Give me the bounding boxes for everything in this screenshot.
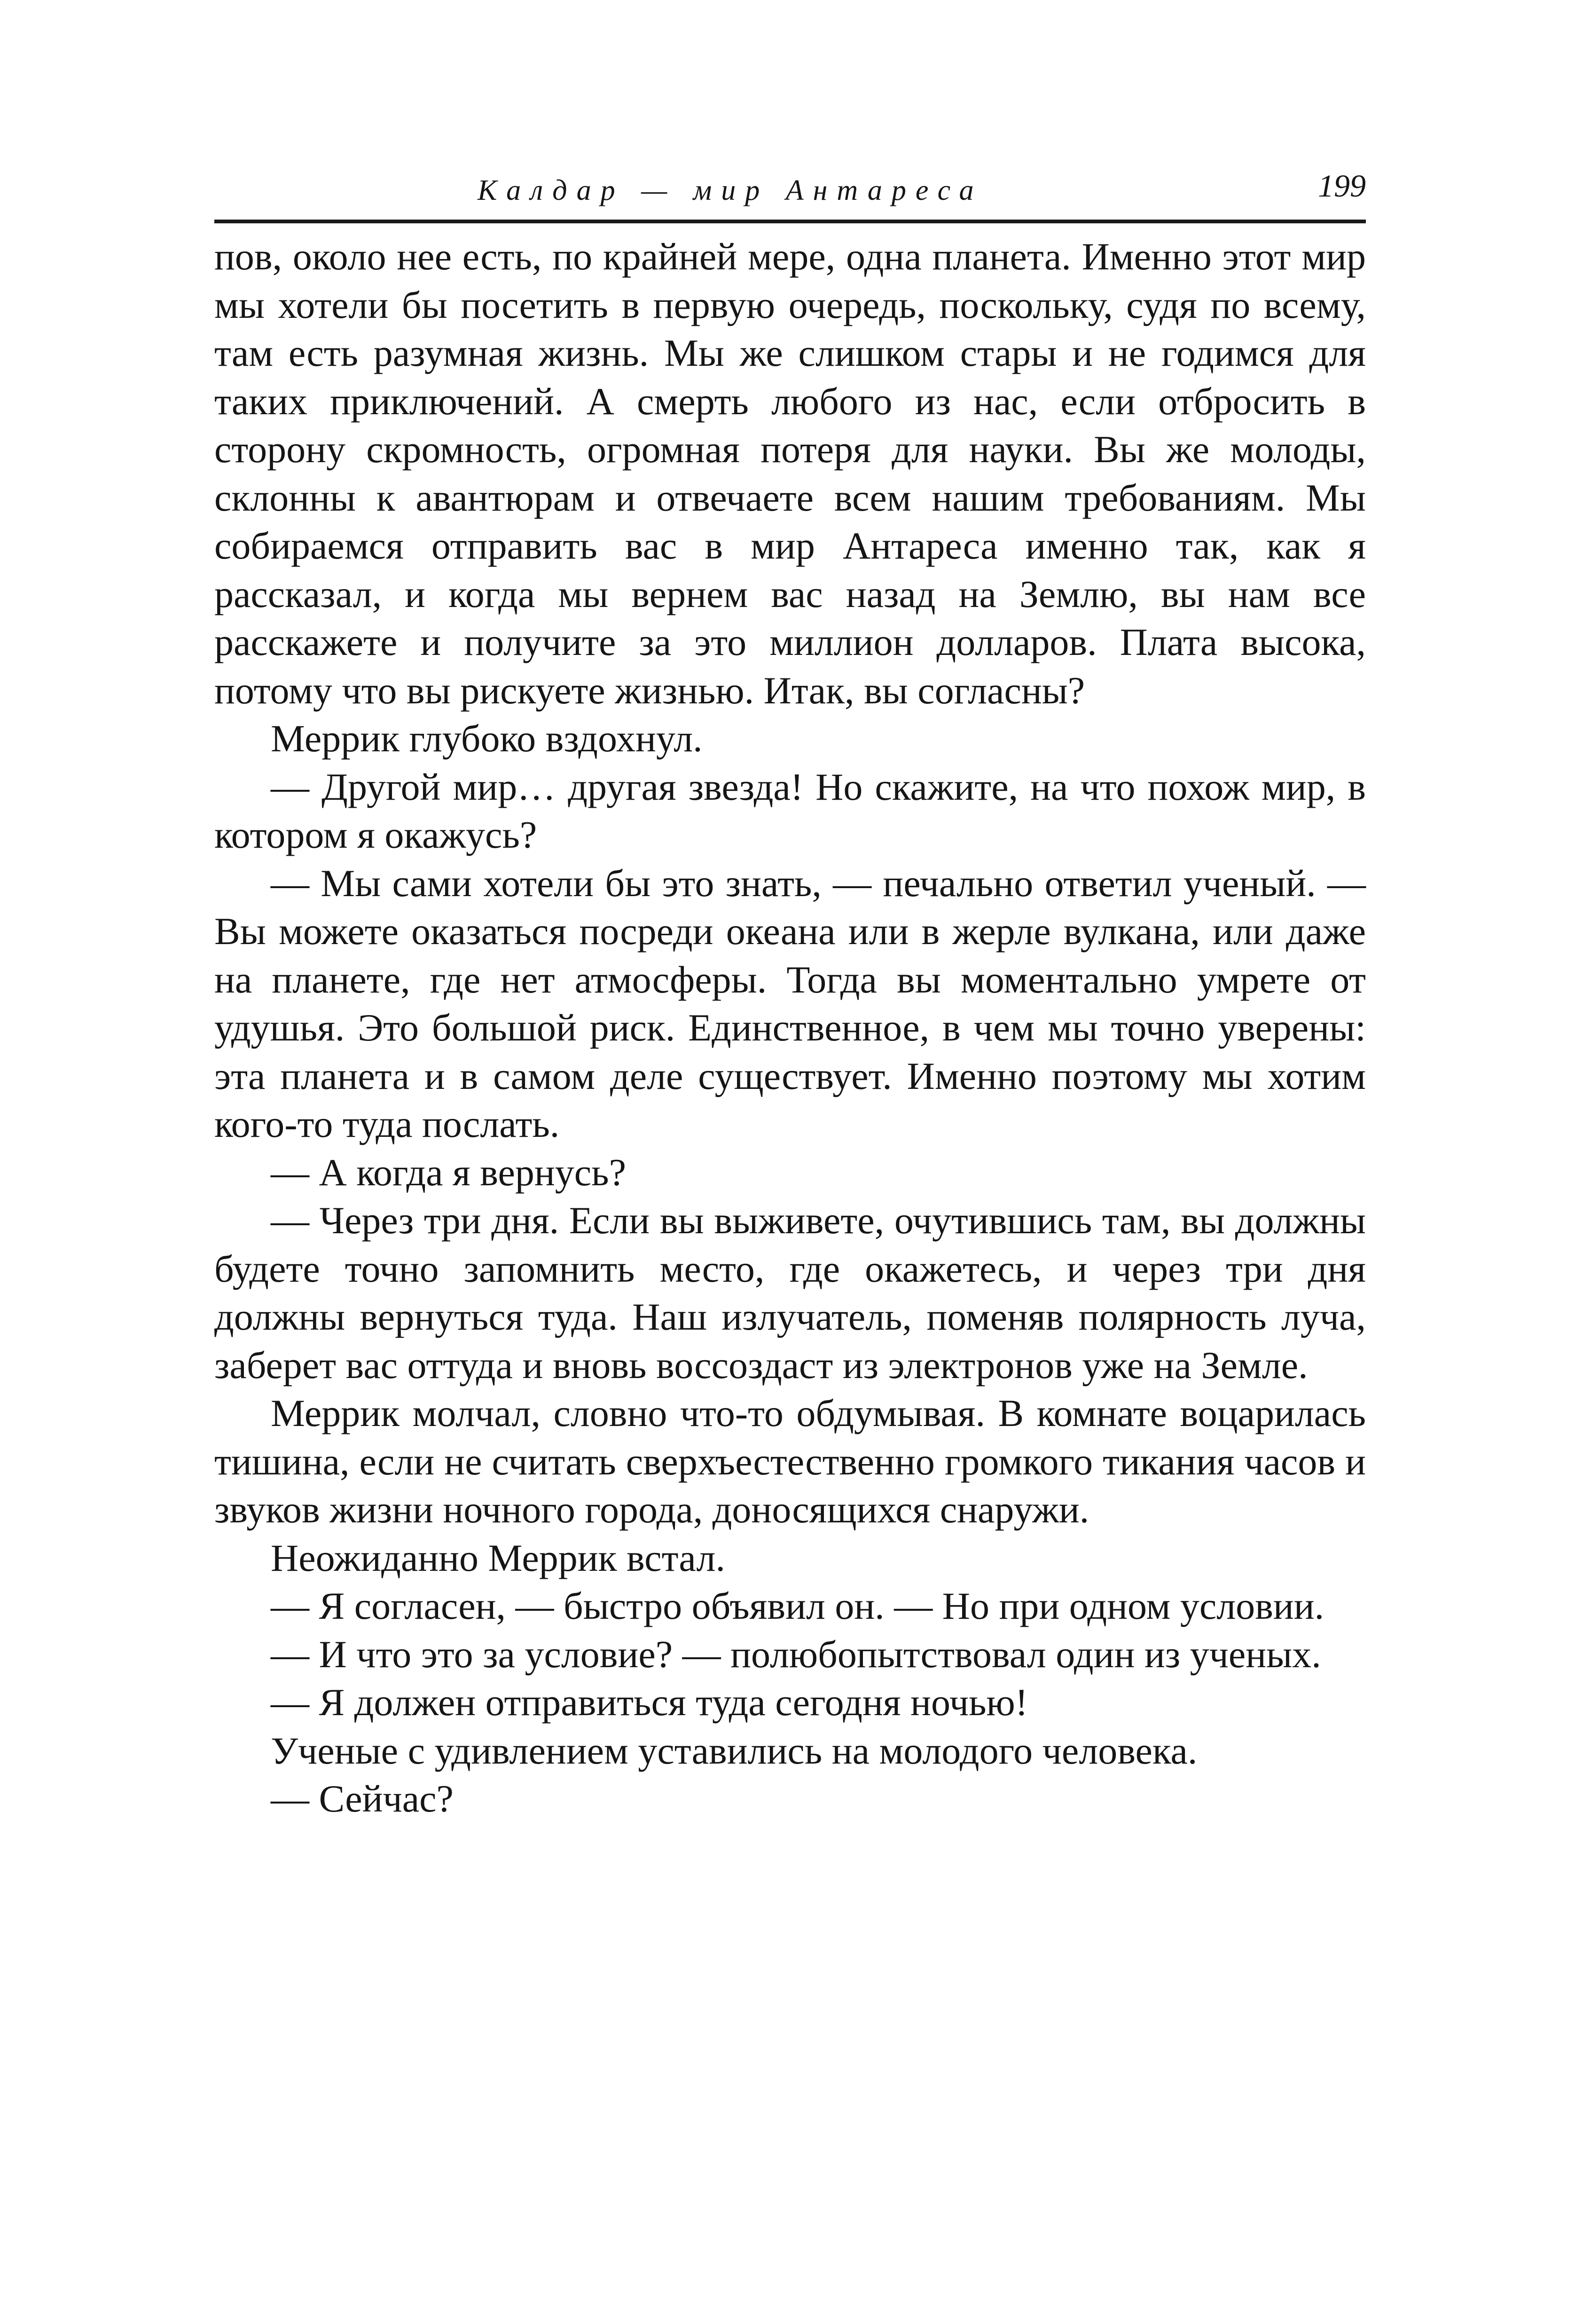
dialogue-line: — Мы сами хотели бы это знать, — печально ответил ученый. — Вы можете оказаться посреди океана или в жерле вулкана, или даже на планете, где нет атмосферы. Тогда вы моментально умрете от удушья. Это большой риск. Единственное, в чем мы точно уверены: эта планета и в самом деле существует. Именно поэтому мы хотим кого-то туда послать. [214, 861, 1366, 1145]
header-rule [214, 220, 1366, 223]
paragraph: Меррик молчал, словно что-то обдумывая. В комнате воцарилась тишина, если не считать сверхъестественно громкого тикания часов и звуков жизни ночного города, доносящихся снаружи. [214, 1392, 1366, 1531]
paragraph: Неожиданно Меррик встал. [271, 1536, 725, 1579]
dialogue-line: — Другой мир… другая звезда! Но скажите, на что похож мир, в котором я окажусь? [214, 765, 1366, 856]
paragraph-continuation: пов, около нее есть, по крайней мере, одна планета. Именно этот мир мы хотели бы посетить в первую очередь, поскольку, судя по всему, там есть разумная жизнь. Мы же слишком стары и не годимся для таких приключений. А смерть любого из нас, если отбросить в сторону скромность, огромная потеря для науки. Вы же молоды, склонны к авантюрам и отвечаете всем нашим требованиям. Мы собираемся отправить вас в мир Антареса именно так, как я рассказал, и когда мы вернем вас назад на Землю, вы нам все расскажете и получите за это миллион долларов. Плата высока, потому что вы рискуете жизнью. Итак, вы согласны? [214, 235, 1366, 712]
dialogue-line: — Сейчас? [271, 1777, 454, 1820]
running-title: Калдар — мир Антареса [478, 174, 983, 206]
dialogue-line: — Я согласен, — быстро объявил он. — Но при одном условии. [271, 1584, 1324, 1627]
dialogue-line: — Я должен отправиться туда сегодня ночью! [271, 1681, 1028, 1724]
dialogue-line: — А когда я вернусь? [271, 1150, 626, 1194]
paragraph: Меррик глубоко вздохнул. [271, 717, 703, 760]
paragraph: Ученые с удивлением уставились на молодого человека. [271, 1729, 1198, 1772]
dialogue-line: — И что это за условие? — полюбопытствовал один из ученых. [271, 1632, 1321, 1676]
dialogue-line: — Через три дня. Если вы выживете, очутившись там, вы должны будете точно запомнить место, где окажетесь, и через три дня должны вернуться туда. Наш излучатель, поменяв полярность луча, заберет вас оттуда и вновь воссоздаст из электронов уже на Земле. [214, 1199, 1366, 1387]
running-head [214, 167, 1366, 219]
page-number: 199 [1318, 168, 1366, 204]
body-text [214, 233, 1366, 1823]
